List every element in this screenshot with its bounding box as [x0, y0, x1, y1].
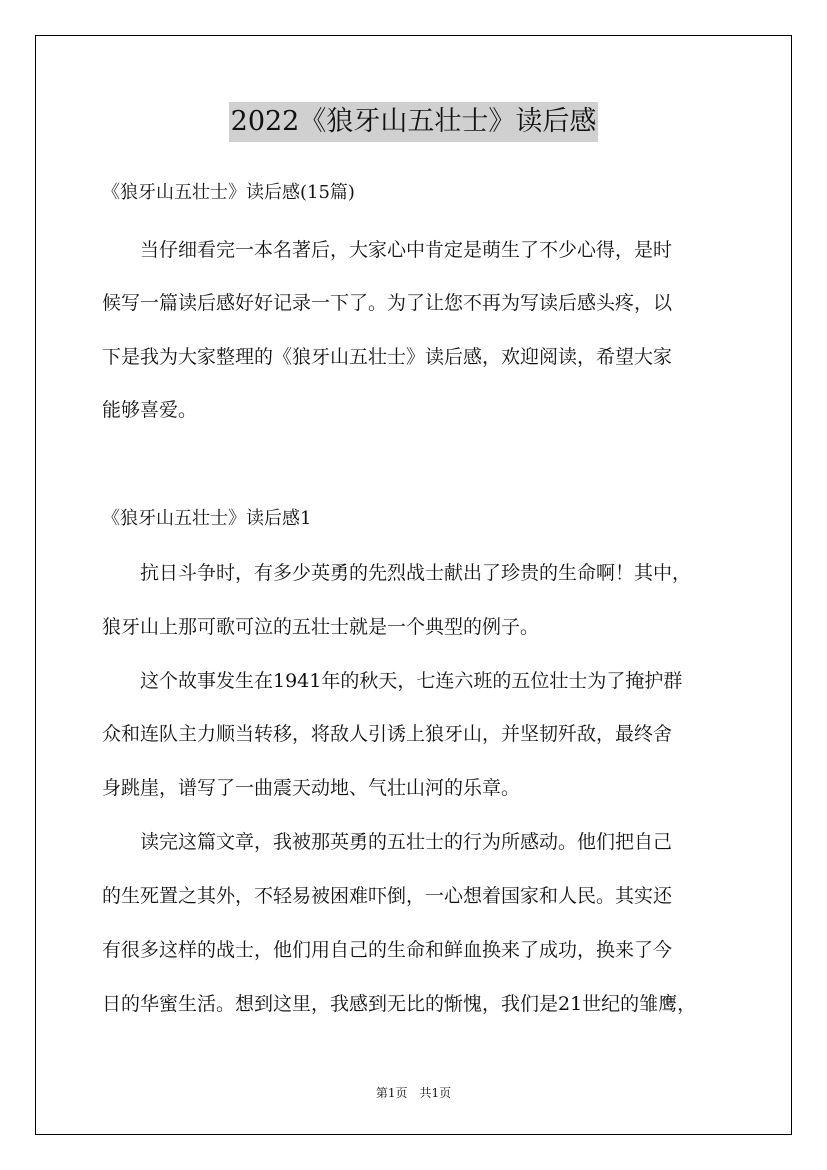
body-line-6: 读完这篇文章，我被那英勇的五壮士的行为所感动。他们把自己	[102, 831, 673, 853]
body-line-9: 日的华蜜生活。想到这里，我感到无比的惭愧，我们是21世纪的雏鹰，	[102, 993, 697, 1015]
body-line-8: 有很多这样的战士，他们用自己的生命和鲜血换来了成功，换来了今	[102, 939, 673, 961]
body-line-4: 众和连队主力顺当转移，将敌人引诱上狼牙山，并坚韧歼敌，最终舍	[102, 723, 673, 745]
body-line-2: 狼牙山上那可歌可泣的五壮士就是一个典型的例子。	[102, 616, 540, 638]
document-subtitle: 《狼牙山五壮士》读后感(15篇)	[102, 182, 355, 203]
body-line-1: 抗日斗争时，有多少英勇的先烈战士献出了珍贵的生命啊！其中，	[102, 562, 692, 584]
body-line-7: 的生死置之其外，不轻易被困难吓倒，一心想着国家和人民。其实还	[102, 885, 673, 907]
page-footer: 第1页 共1页	[375, 1086, 452, 1100]
document-title: 2022《狼牙山五壮士》读后感	[229, 102, 599, 142]
section-heading: 《狼牙山五壮士》读后感1	[102, 508, 312, 529]
intro-line-3: 下是我为大家整理的《狼牙山五壮士》读后感，欢迎阅读，希望大家	[102, 346, 673, 368]
intro-line-1: 当仔细看完一本名著后，大家心中肯定是萌生了不少心得，是时	[102, 239, 673, 261]
intro-line-2: 候写一篇读后感好好记录一下了。为了让您不再为写读后感头疼，以	[102, 292, 673, 314]
body-line-5: 身跳崖，谱写了一曲震天动地、气壮山河的乐章。	[102, 777, 521, 799]
intro-line-4: 能够喜爱。	[102, 399, 198, 421]
title-container	[0, 102, 827, 142]
body-line-3: 这个故事发生在1941年的秋天，七连六班的五位壮士为了掩护群	[102, 670, 683, 692]
